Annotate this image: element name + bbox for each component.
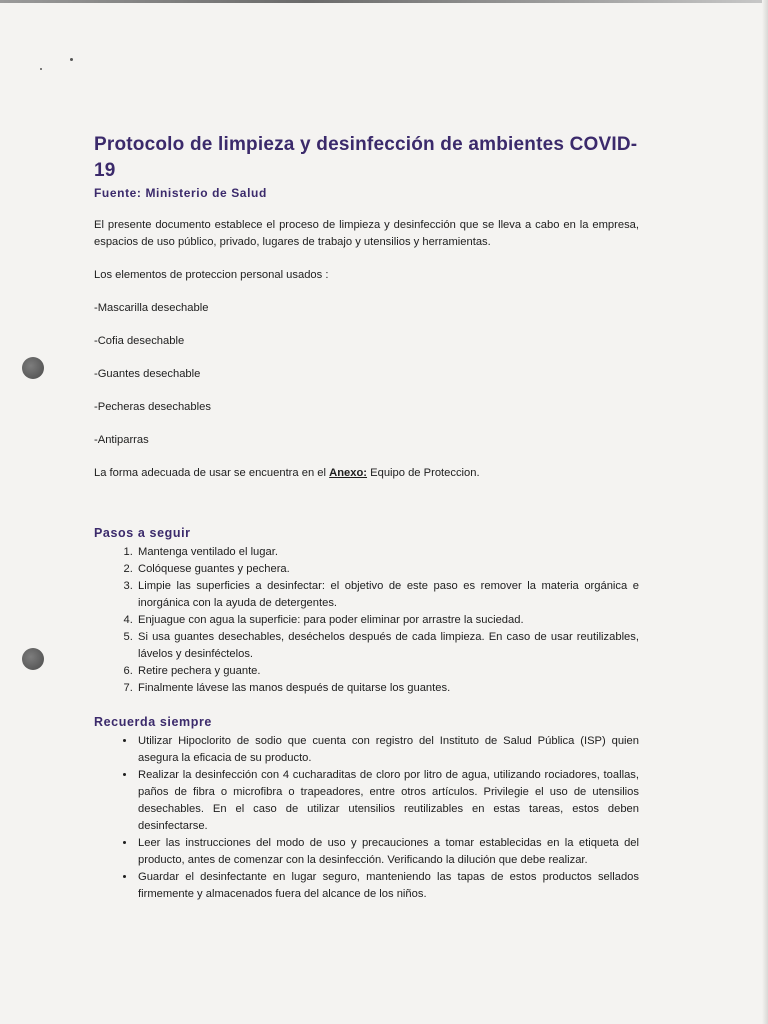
scan-speck [70, 58, 73, 61]
scan-speck [40, 68, 42, 70]
usage-prefix: La forma adecuada de usar se encuentra en el [94, 467, 330, 479]
list-item: 7. Finalmente lávese las manos después de quitarse los guantes. [136, 680, 639, 697]
list-item: • Leer las instrucciones del modo de uso y precauciones a tomar establecidas en la etiqueta del producto, antes de comenzar con la desinfección. Verificando la dilución que debe realizar. [136, 835, 639, 869]
list-item: 3. Limpie las superficies a desinfectar: el objetivo de este paso es remover la materia orgánica e inorgánica con la ayuda de detergentes. [136, 578, 639, 612]
scan-edge [0, 0, 768, 3]
remember-list [94, 733, 639, 903]
ppe-item: -Cofia desechable [94, 335, 185, 347]
list-item: • Realizar la desinfección con 4 cucharaditas de cloro por litro de agua, utilizando rociadores, toallas, paños de fibra o microfibra o trapeadores, entre otros artículos. Privilegie el uso de utensilios desechables. En el caso de utilizar utensilios reutilizables en estas tareas, estos deben desinfectarse. [136, 767, 639, 835]
punch-hole [22, 648, 44, 670]
steps-list [94, 544, 639, 697]
document-source: Fuente: Ministerio de Salud [94, 186, 267, 200]
document-page [94, 132, 639, 903]
ppe-item: -Antiparras [94, 434, 149, 446]
ppe-item: -Guantes desechable [94, 368, 201, 380]
usage-suffix: Equipo de Proteccion. [367, 467, 480, 479]
list-item: 1. Mantenga ventilado el lugar. [136, 544, 639, 561]
scan-shadow [762, 0, 768, 1024]
list-item: 6. Retire pechera y guante. [136, 663, 639, 680]
punch-hole [22, 357, 44, 379]
usage-sentence [94, 465, 639, 482]
steps-heading: Pasos a seguir [94, 526, 191, 540]
list-item: 4. Enjuague con agua la superficie: para poder eliminar por arrastre la suciedad. [136, 612, 639, 629]
ppe-item: -Mascarilla desechable [94, 302, 209, 314]
list-item: 5. Si usa guantes desechables, deséchelos después de cada limpieza. En caso de usar reutilizables, lávelos y desinféctelos. [136, 629, 639, 663]
intro-paragraph: El presente documento establece el proceso de limpieza y desinfección que se lleva a cabo en la empresa, espacios de uso público, privado, lugares de trabajo y utensilios y herramientas. [94, 219, 639, 248]
remember-heading: Recuerda siempre [94, 715, 212, 729]
document-title: Protocolo de limpieza y desinfección de ambientes COVID-19 [94, 134, 638, 181]
ppe-intro: Los elementos de proteccion personal usados : [94, 269, 329, 281]
ppe-item: -Pecheras desechables [94, 401, 211, 413]
list-item: • Guardar el desinfectante en lugar seguro, manteniendo las tapas de estos productos sellados firmemente y almacenados fuera del alcance de los niños. [136, 869, 639, 903]
anexo-link[interactable]: Anexo: [329, 467, 368, 479]
list-item: • Utilizar Hipoclorito de sodio que cuenta con registro del Instituto de Salud Pública (ISP) quien asegura la eficacia de su producto. [136, 733, 639, 767]
list-item: 2. Colóquese guantes y pechera. [136, 561, 639, 578]
